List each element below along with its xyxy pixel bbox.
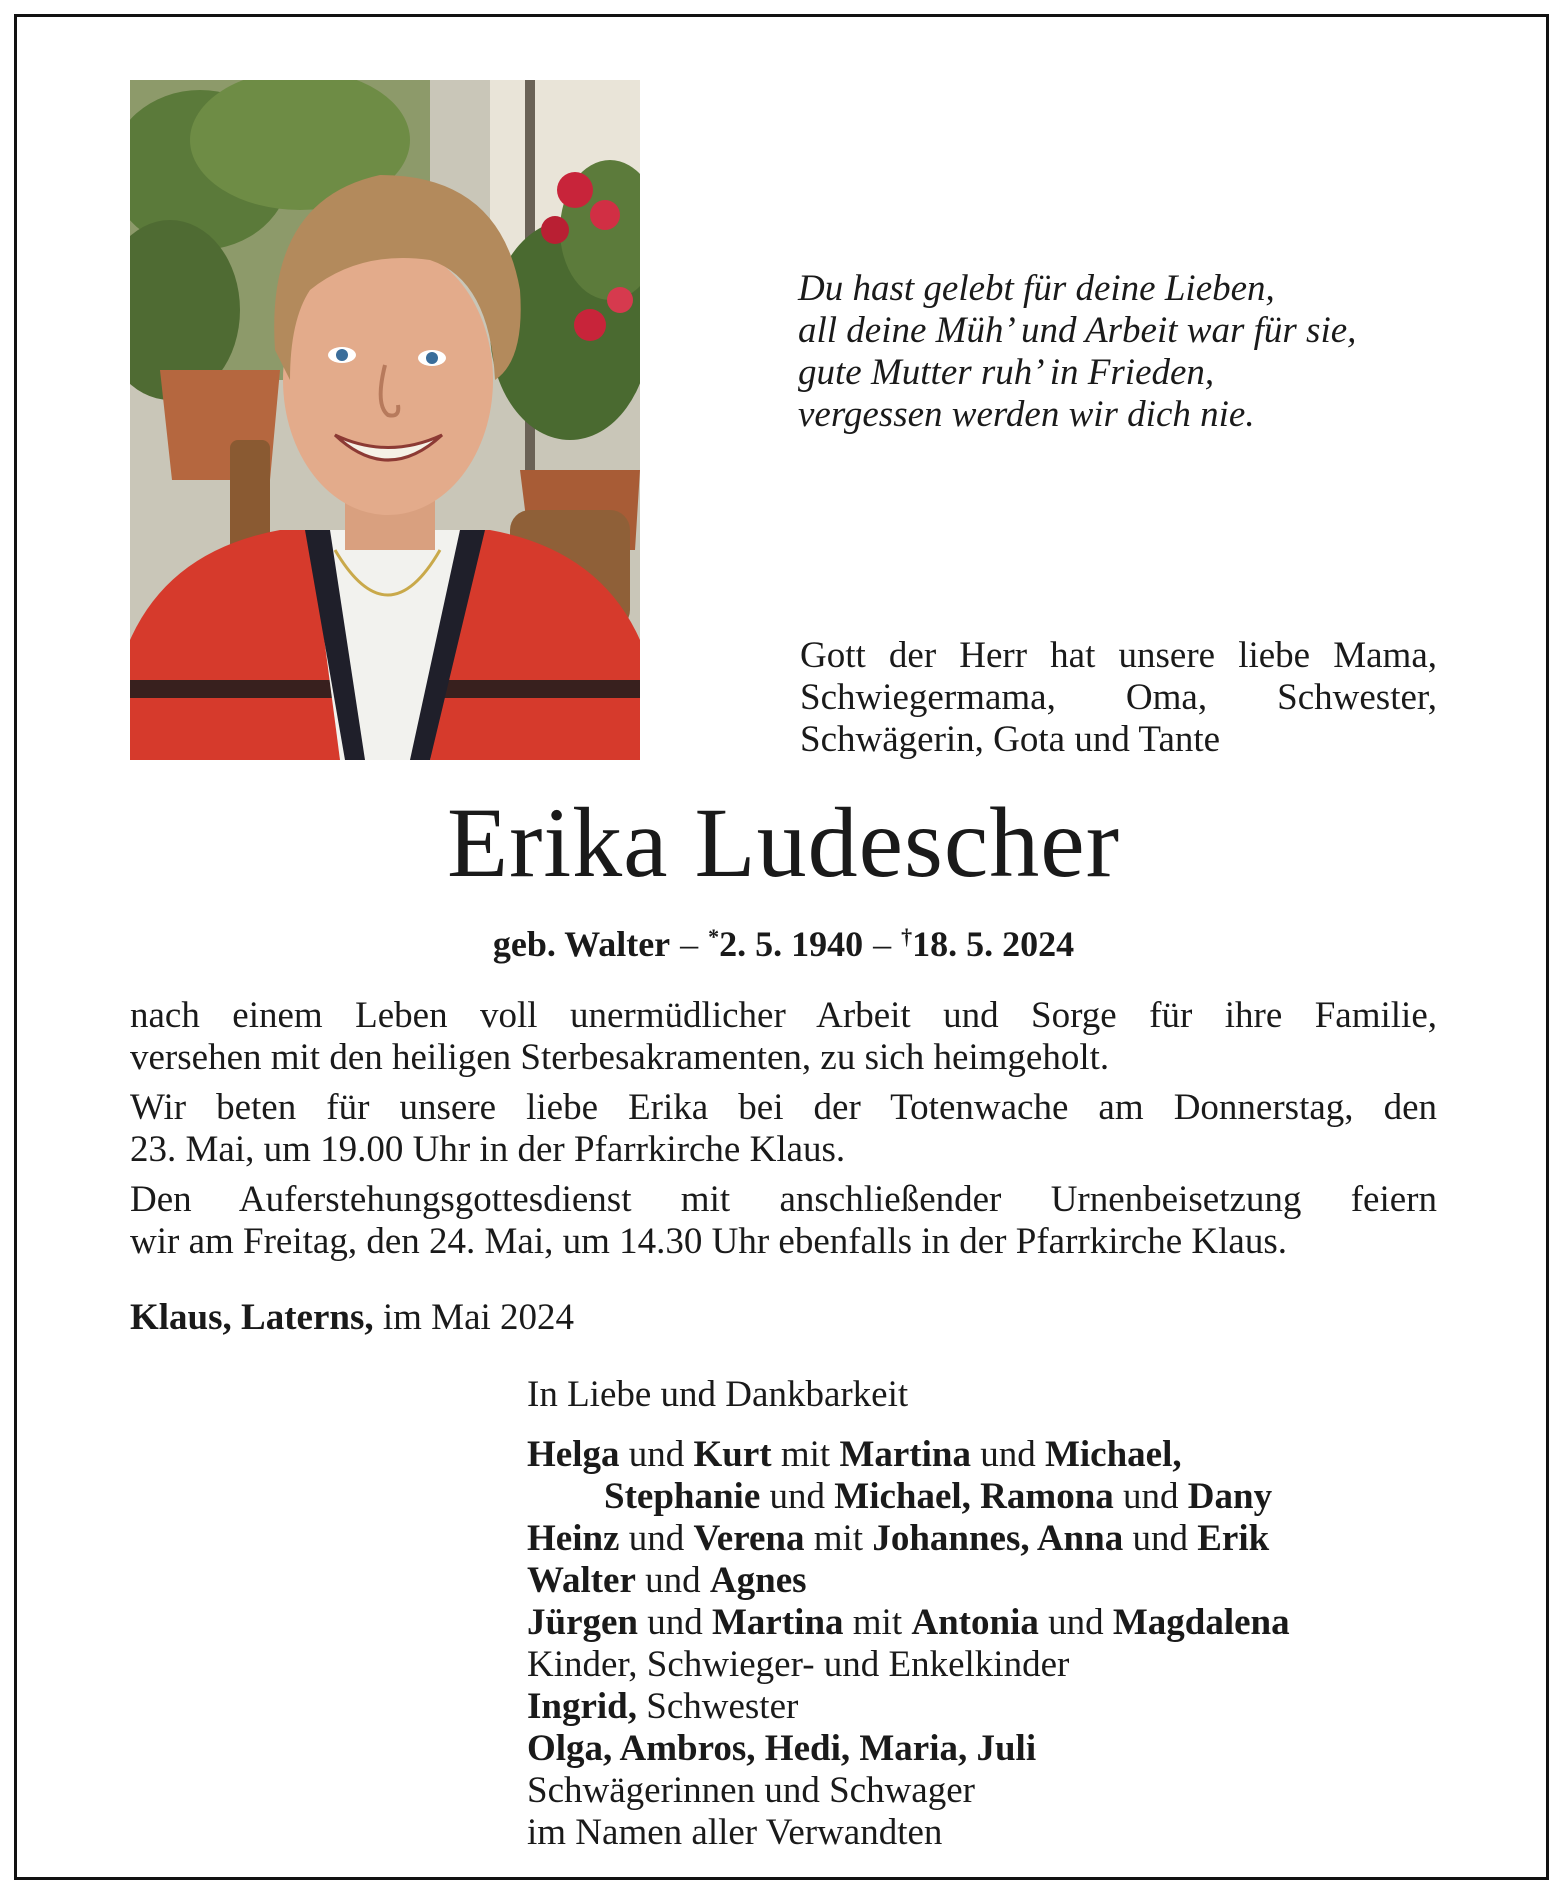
mourner-name: Verena	[693, 1518, 805, 1559]
connector: und	[628, 1518, 685, 1559]
mourner-name: Erik	[1197, 1518, 1270, 1559]
poem-line: Du hast gelebt für deine Lieben,	[798, 268, 1275, 309]
deceased-name: Erika Ludescher	[446, 787, 1120, 898]
paragraph	[130, 995, 1437, 1079]
month-year: im Mai 2024	[382, 1297, 575, 1338]
mourner-name: Michael,	[1044, 1434, 1182, 1475]
mourner-name: Walter	[527, 1560, 636, 1601]
separator: –	[680, 924, 699, 964]
body-line: 23. Mai, um 19.00 Uhr in der Pfarrkirche Klaus.	[130, 1129, 846, 1170]
body-line: versehen mit den heiligen Sterbesakramenten, zu sich heimgeholt.	[130, 1037, 1110, 1078]
mourner-row	[527, 1728, 1467, 1770]
intro-line: Schwiegermama, Oma, Schwester,	[800, 677, 1437, 718]
obituary-body	[130, 995, 1437, 1271]
connector: mit	[780, 1434, 831, 1475]
paragraph	[130, 1179, 1437, 1263]
body-line: nach einem Leben voll unermüdlicher Arbeit und Sorge für ihre Familie,	[130, 995, 1437, 1036]
connector: und	[1132, 1518, 1188, 1559]
body-line: Den Auferstehungsgottesdienst mit anschließender Urnenbeisetzung feiern	[130, 1179, 1437, 1220]
mourner-name: Helga	[527, 1434, 620, 1475]
life-dates	[0, 915, 1567, 966]
relation-label: Schwester	[646, 1686, 799, 1727]
greeting: In Liebe und Dankbarkeit	[527, 1374, 909, 1415]
paragraph	[130, 1087, 1437, 1171]
relation-label: Schwägerinnen und Schwager	[527, 1770, 975, 1811]
connector: und	[628, 1434, 685, 1475]
portrait-photo	[130, 80, 640, 760]
mourner-name: Johannes, Anna	[872, 1518, 1124, 1559]
connector: und	[1048, 1602, 1104, 1643]
mourner-row	[527, 1518, 1467, 1560]
mourner-name: Heinz	[527, 1518, 620, 1559]
birth-symbol: *	[708, 924, 720, 949]
announcement-intro	[800, 635, 1437, 761]
intro-line: Gott der Herr hat unsere liebe Mama,	[800, 635, 1437, 676]
body-line: wir am Freitag, den 24. Mai, um 14.30 Uhr ebenfalls in der Pfarrkirche Klaus.	[130, 1221, 1287, 1262]
mourner-row	[527, 1560, 1467, 1602]
body-line: Wir beten für unsere liebe Erika bei der Totenwache am Donnerstag, den	[130, 1087, 1437, 1128]
mourner-name: Stephanie	[604, 1476, 761, 1517]
poem-line: gute Mutter ruh’ in Frieden,	[798, 352, 1215, 393]
connector: mit	[813, 1518, 864, 1559]
mourner-name: Olga, Ambros, Hedi, Maria, Juli	[527, 1728, 1037, 1769]
mourner-row	[527, 1476, 1467, 1518]
mourner-name: Martina	[712, 1602, 844, 1643]
mourners-list	[527, 1374, 1467, 1854]
mourner-name: Jürgen	[527, 1602, 638, 1643]
mourner-name: Agnes	[709, 1560, 807, 1601]
mourner-row	[527, 1602, 1467, 1644]
connector: und	[769, 1476, 826, 1517]
mourner-name: Ingrid,	[527, 1686, 638, 1727]
connector: und	[645, 1560, 701, 1601]
poem-line: all deine Müh’ und Arbeit war für sie,	[798, 310, 1357, 351]
birth-date: 2. 5. 1940	[719, 924, 864, 964]
connector: mit	[852, 1602, 903, 1643]
relation-label: Kinder, Schwieger- und Enkelkinder	[527, 1644, 1070, 1685]
poem	[798, 268, 1438, 436]
connector: und	[647, 1602, 703, 1643]
mourner-row	[527, 1434, 1467, 1476]
mourner-name: Antonia	[911, 1602, 1039, 1643]
mourner-name: Kurt	[693, 1434, 772, 1475]
mourner-name: Michael, Ramona	[834, 1476, 1114, 1517]
intro-line: Schwägerin, Gota und Tante	[800, 719, 1221, 760]
place-date	[130, 1297, 574, 1339]
separator: –	[873, 924, 892, 964]
place-names: Klaus, Laterns,	[130, 1297, 374, 1338]
connector: und	[980, 1434, 1036, 1475]
death-date: 18. 5. 2024	[912, 924, 1075, 964]
death-symbol: †	[901, 924, 913, 949]
mourner-name: Dany	[1187, 1476, 1273, 1517]
mourner-row	[527, 1686, 1467, 1728]
connector: und	[1123, 1476, 1179, 1517]
maiden-name: geb. Walter	[492, 924, 671, 964]
poem-line: vergessen werden wir dich nie.	[798, 394, 1255, 435]
closing-line: im Namen aller Verwandten	[527, 1812, 943, 1853]
mourner-name: Martina	[839, 1434, 971, 1475]
mourner-name: Magdalena	[1112, 1602, 1290, 1643]
